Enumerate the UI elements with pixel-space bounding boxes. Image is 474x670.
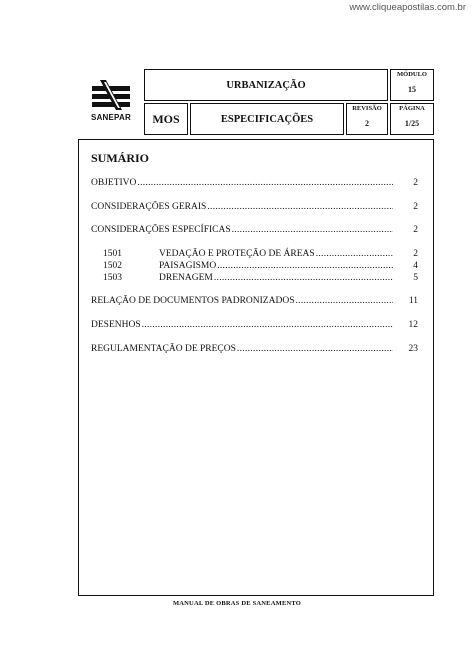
toc-title: SUMÁRIO	[91, 151, 150, 165]
page-footer: MANUAL DE OBRAS DE SANEAMENTO	[172, 600, 302, 607]
toc-entry-label: REGULAMENTAÇÃO DE PREÇOS	[91, 344, 236, 354]
toc-subentry-code: 1502	[103, 261, 122, 271]
toc-leader-dots	[207, 202, 393, 212]
logo-text: SANEPAR	[91, 113, 131, 122]
pagina-cell	[390, 103, 434, 135]
toc-leader-dots	[217, 261, 393, 271]
toc-leader-dots	[316, 249, 393, 259]
toc-leader-dots	[142, 320, 393, 330]
toc-entry-page: 12	[408, 320, 418, 330]
toc-entry-relacao-documentos	[91, 296, 418, 306]
toc-subentry-1502	[103, 261, 418, 271]
document-subtitle: ESPECIFICAÇÕES	[190, 103, 344, 135]
modulo-value: 15	[408, 85, 416, 94]
toc-entry-page: 2	[413, 178, 418, 188]
pagina-label: PÁGINA	[399, 105, 425, 112]
watermark: www.cliqueapostilas.com.br	[349, 2, 466, 13]
toc-entry-desenhos	[91, 320, 418, 330]
toc-entry-label: RELAÇÃO DE DOCUMENTOS PADRONIZADOS	[91, 296, 295, 306]
toc-entry-page: 11	[408, 296, 418, 306]
toc-entry-consideracoes-gerais	[91, 202, 418, 212]
toc-subentry-page: 5	[413, 273, 418, 283]
toc-leader-dots	[137, 178, 393, 188]
toc-entry-label: CONSIDERAÇÕES GERAIS	[91, 202, 207, 212]
pagina-value: 1/25	[404, 119, 420, 128]
toc-subentry-code: 1501	[103, 249, 122, 259]
toc-subentry-1503	[103, 273, 418, 283]
toc-entry-label: OBJETIVO	[91, 178, 137, 188]
revisao-cell	[346, 103, 388, 135]
toc-leader-dots	[295, 296, 393, 306]
modulo-cell	[390, 69, 434, 101]
toc-entry-label: CONSIDERAÇÕES ESPECÍFICAS	[91, 225, 231, 235]
toc-subentry-label: VEDAÇÃO E PROTEÇÃO DE ÁREAS	[159, 249, 315, 259]
toc-subentry-label: DRENAGEM	[159, 273, 213, 283]
revisao-value: 2	[365, 119, 369, 128]
toc-leader-dots	[232, 225, 393, 235]
toc-subentry-page: 2	[413, 249, 418, 259]
toc-entry-objetivo	[91, 178, 418, 188]
toc-entry-page: 23	[408, 344, 418, 354]
toc-entry-label: DESENHOS	[91, 320, 141, 330]
revisao-label: REVISÃO	[352, 105, 382, 112]
toc-entry-regulamentacao-precos	[91, 344, 418, 354]
toc-leader-dots	[214, 273, 393, 283]
toc-subentry-label: PAISAGISMO	[159, 261, 217, 271]
toc-leader-dots	[237, 344, 393, 354]
toc-entry-consideracoes-especificas	[91, 225, 418, 235]
toc-subentry-1501	[103, 249, 418, 259]
toc-subentry-page: 4	[413, 261, 418, 271]
toc-entry-page: 2	[413, 202, 418, 212]
modulo-label: MÓDULO	[397, 71, 427, 78]
document-title: URBANIZAÇÃO	[144, 69, 388, 101]
toc-entry-page: 2	[413, 225, 418, 235]
document-code: MOS	[144, 103, 188, 135]
toc-subentry-code: 1503	[103, 273, 122, 283]
